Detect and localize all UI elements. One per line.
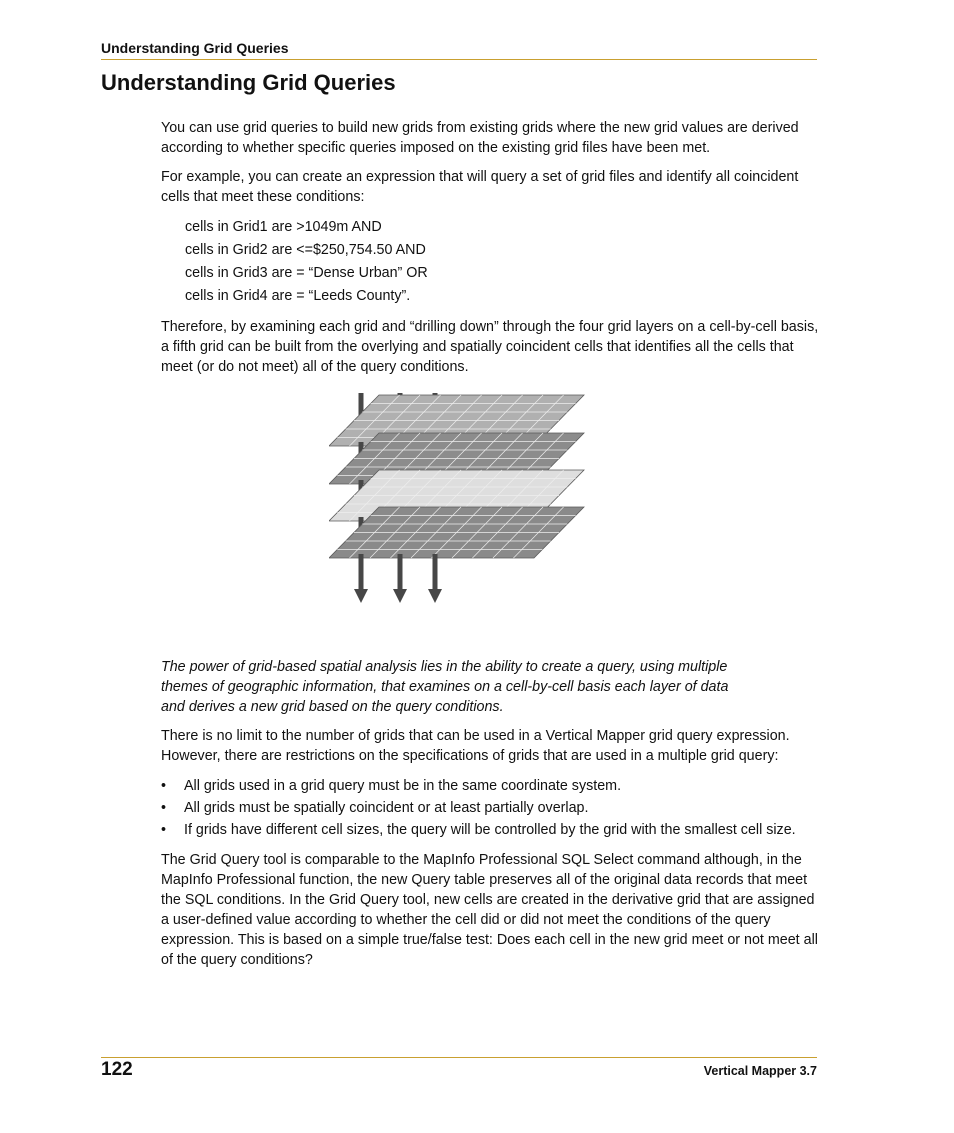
arrow-head-icon <box>428 589 442 603</box>
list-item <box>161 775 821 797</box>
arrow-shaft <box>433 554 438 589</box>
bullet-icon: • <box>161 822 167 838</box>
running-footer <box>101 1057 817 1080</box>
arrow-head-icon <box>354 589 368 603</box>
page-number: 122 <box>101 1059 133 1080</box>
list-item <box>161 819 821 841</box>
list-item-text: All grids used in a grid query must be in the same coordinate system. <box>184 778 622 794</box>
product-name: Vertical Mapper 3.7 <box>703 1064 817 1078</box>
restrictions-list <box>161 775 821 841</box>
condition-item: cells in Grid2 are <=$250,754.50 AND <box>185 242 426 258</box>
running-header: Understanding Grid Queries <box>101 40 817 60</box>
body-content <box>161 118 821 979</box>
arrow-shaft <box>359 554 364 589</box>
list-item-text: If grids have different cell sizes, the query will be controlled by the grid with the smallest cell size. <box>184 822 796 838</box>
condition-item: cells in Grid1 are >1049m AND <box>185 219 382 235</box>
figure-caption: The power of grid-based spatial analysis lies in the ability to create a query, using multiple themes of geographic information, that examines on a cell-by-cell basis each layer of data and derives a new grid based on the query conditions. <box>161 659 729 715</box>
arrow-shaft <box>398 554 403 589</box>
list-item <box>161 797 821 819</box>
grid-layers-figure <box>329 391 591 613</box>
list-item-text: All grids must be spatially coincident or at least partially overlap. <box>184 800 589 816</box>
example-paragraph: For example, you can create an expression that will query a set of grid files and identify all coincident cells that meet these conditions: <box>161 169 799 205</box>
therefore-paragraph: Therefore, by examining each grid and “drilling down” through the four grid layers on a cell-by-cell basis, a fifth grid can be built from the overlying and spatially coincident cells that identifies all the cells that meet (or do not meet) all of the query conditions. <box>161 319 819 375</box>
condition-item: cells in Grid3 are = “Dense Urban” OR <box>185 265 428 281</box>
grid-query-tool-paragraph: The Grid Query tool is comparable to the MapInfo Professional SQL Select command although, in the MapInfo Professional function, the new Query table preserves all of the original data records that meet the SQL conditions. In the Grid Query tool, new cells are created in the derivative grid that are assigned a user-defined value according to whether the cell did or did not meet the conditions of the query expression. This is based on a simple true/false test: Does each cell in the new grid meet or not meet all of the query conditions? <box>161 852 818 968</box>
query-conditions <box>185 216 821 308</box>
bullet-icon: • <box>161 800 167 816</box>
arrow-head-icon <box>393 589 407 603</box>
condition-item: cells in Grid4 are = “Leeds County”. <box>185 288 411 304</box>
bullet-icon: • <box>161 778 167 794</box>
page-title: Understanding Grid Queries <box>101 70 396 95</box>
intro-paragraph: You can use grid queries to build new grids from existing grids where the new grid values are derived according to whether specific queries imposed on the existing grid files have been met. <box>161 120 799 156</box>
figure <box>161 391 821 649</box>
limit-paragraph: There is no limit to the number of grids that can be used in a Vertical Mapper grid query expression. However, there are restrictions on the specifications of grids that are used in a multiple grid query: <box>161 728 790 764</box>
